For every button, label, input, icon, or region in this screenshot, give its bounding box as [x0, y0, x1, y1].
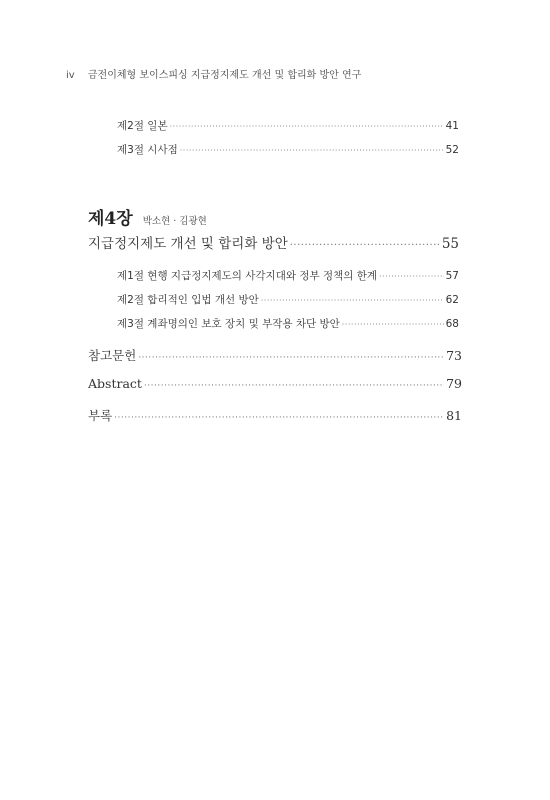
toc-entry-label: 참고문헌	[88, 348, 137, 363]
toc-entry-section[interactable]	[117, 118, 459, 133]
toc-entry-appendix[interactable]	[88, 406, 462, 424]
toc-entry-label: 제3절 계좌명의인 보호 장치 및 부작용 차단 방안	[117, 318, 340, 330]
chapter-authors: 박소현 · 김광현	[142, 216, 207, 227]
header-page-number: iv	[66, 70, 75, 81]
toc-entry-page: 41	[445, 120, 459, 132]
chapter-title: 지급정지제도 개선 및 합리화 방안	[88, 236, 288, 252]
toc-entry-label: 제1절 현행 지급정지제도의 사각지대와 정부 정책의 한계	[117, 270, 377, 282]
toc-entry-abstract[interactable]	[88, 376, 462, 391]
dot-leader	[261, 296, 444, 305]
dot-leader	[342, 320, 444, 329]
chapter-number: 제4장	[88, 209, 133, 229]
toc-entry-page: 57	[445, 270, 459, 282]
toc-entry-chapter[interactable]	[88, 232, 459, 252]
dot-leader	[170, 122, 444, 131]
toc-entry-page: 73	[446, 348, 462, 363]
toc-entry-label: 제3절 시사점	[117, 144, 178, 156]
header-book-title: 금전이체형 보이스피싱 지급정지제도 개선 및 합리화 방안 연구	[87, 70, 362, 81]
toc-entry-section[interactable]	[117, 268, 459, 283]
chapter-page: 55	[441, 236, 459, 252]
toc-entry-section[interactable]	[117, 316, 459, 331]
dot-leader	[290, 240, 440, 251]
toc-entry-label: 제2절 합리적인 입법 개선 방안	[117, 294, 259, 306]
toc-entry-page: 62	[445, 294, 459, 306]
dot-leader	[114, 413, 444, 423]
running-header	[66, 66, 361, 81]
toc-entry-label: Abstract	[88, 376, 142, 391]
toc-entry-page: 79	[446, 376, 462, 391]
toc-entry-page: 52	[445, 144, 459, 156]
toc-entry-section[interactable]	[117, 142, 459, 157]
toc-entry-section[interactable]	[117, 292, 459, 307]
toc-entry-page: 81	[446, 408, 462, 423]
dot-leader	[138, 353, 444, 363]
toc-entry-references[interactable]	[88, 346, 462, 364]
dot-leader	[379, 272, 444, 281]
dot-leader	[180, 146, 444, 155]
dot-leader	[144, 381, 444, 391]
toc-entry-label: 제2절 일본	[117, 120, 168, 132]
chapter-heading	[88, 204, 207, 229]
toc-entry-label: 부록	[88, 408, 113, 423]
toc-entry-page: 68	[445, 318, 459, 330]
